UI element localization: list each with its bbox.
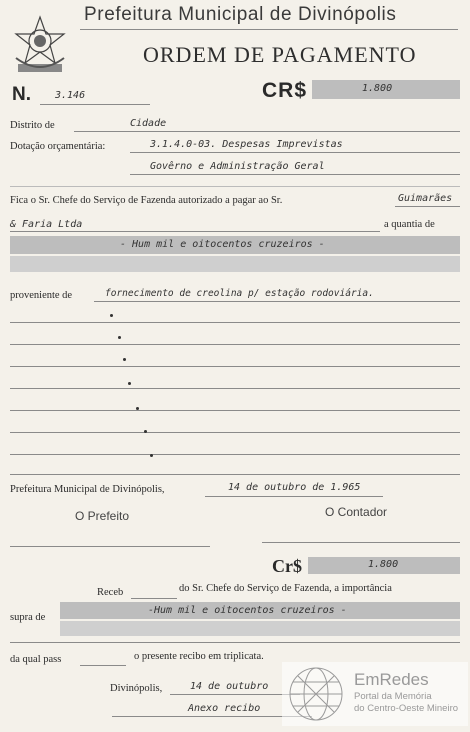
watermark-line1: Portal da Memória [354,691,432,702]
document-title: ORDEM DE PAGAMENTO [143,42,417,67]
mark-dot [118,336,121,339]
amount-value: 1.800 [362,83,393,94]
dotacao-rule2 [130,174,460,175]
supra-label: supra de [10,612,46,623]
receipt-date-value: 14 de outubro [190,681,269,692]
contador-signature-label: O Contador [325,505,388,519]
dotacao-line1: 3.1.4.0-03. Despesas Imprevistas [150,139,343,150]
blank-line [10,344,460,345]
receipt-words-box-2 [60,621,460,636]
order-number-label: N. [12,84,31,105]
receipt-currency-label: Cr$ [272,556,302,576]
blank-line [10,366,460,367]
da-qual-label: da qual pass [10,654,62,665]
order-number-value: 3.146 [55,90,86,101]
blank-line [10,322,460,323]
quantia-label: a quantia de [384,219,435,230]
watermark-logo [282,662,468,726]
coat-of-arms-emblem [10,14,70,76]
blank-line [10,454,460,455]
payee-line1 [395,206,460,207]
order-number-line [40,104,150,105]
amount-words-value: - Hum mil e oitocentos cruzeiros - [120,239,325,250]
receb-label: Receb [97,587,124,598]
payee-value-part2: & Faria Ltda [10,219,83,230]
receipt-presente-text: o presente recibo em triplicata. [134,651,264,662]
amount-words-box-2 [10,256,460,272]
contador-signature-line [262,542,460,543]
municipality-title: Prefeitura Municipal de Divinópolis [84,4,397,25]
receipt-words-value: -Hum mil e oitocentos cruzeiros - [148,605,347,616]
date-line [205,496,383,497]
payee-line2 [10,231,380,232]
blank-line [10,432,460,433]
mark-dot [110,314,113,317]
receipt-line [10,642,460,643]
blank-line [10,410,460,411]
anexo-value: Anexo recibo [188,703,261,714]
globe-icon [284,662,348,726]
distrito-line [74,131,460,132]
authorization-text: Fica o Sr. Chefe do Serviço de Fazenda autorizado a pagar ao Sr. [10,195,283,206]
receipt-amount-value: 1.800 [368,559,399,570]
mark-dot [144,430,147,433]
dotacao-label: Dotação orçamentária: [10,141,106,152]
date-value: 14 de outubro de 1.965 [228,482,361,493]
proveniente-label: proveniente de [10,290,73,301]
proveniente-value: fornecimento de creolina p/ estação rodoviária. [105,288,374,299]
mark-dot [123,358,126,361]
header-underline [80,29,458,30]
mark-dot [128,382,131,385]
watermark-brand: EmRedes [354,670,429,689]
separator-line [10,186,460,187]
da-qual-line [80,665,126,666]
mark-dot [150,454,153,457]
mark-dot [136,407,139,410]
dotacao-rule1 [130,152,460,153]
prefeito-signature-line [10,546,210,547]
receipt-date-line [170,694,300,695]
blank-line [10,388,460,389]
distrito-label: Distrito de [10,120,55,131]
dotacao-line2: Govêrno e Administração Geral [150,161,325,172]
blank-line [10,474,460,475]
currency-label: CR$ [262,79,308,102]
proveniente-line [94,301,460,302]
receb-line [131,598,177,599]
watermark-line2: do Centro-Oeste Mineiro [354,703,459,714]
payee-value-part1: Guimarães [398,193,453,204]
distrito-value: Cidade [130,118,167,129]
receipt-from-text: do Sr. Chefe do Serviço de Fazenda, a importância [179,583,392,594]
prefeitura-date-label: Prefeitura Municipal de Divinópolis, [10,484,165,495]
prefeito-signature-label: O Prefeito [75,509,130,523]
receipt-city-label: Divinópolis, [110,683,163,694]
